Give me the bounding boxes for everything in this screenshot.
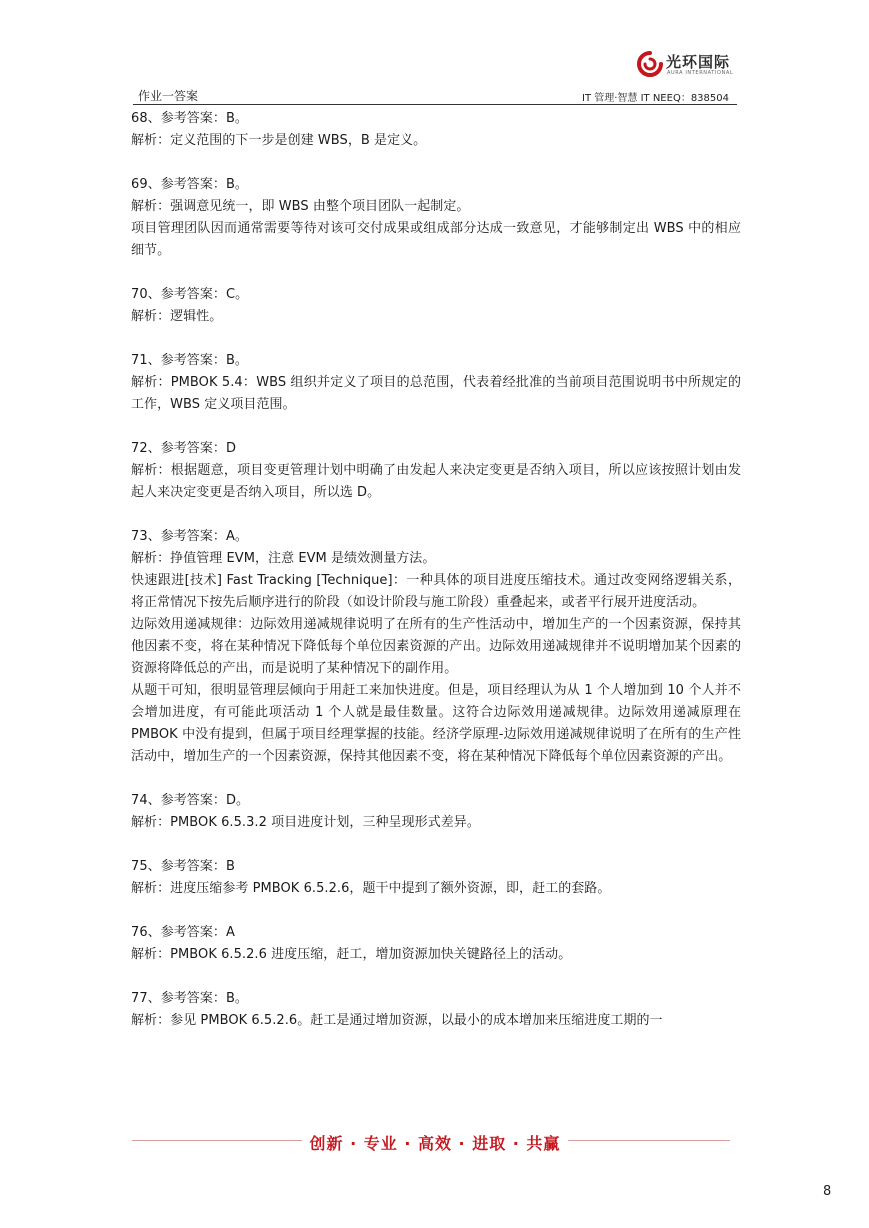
answer-block — [131, 108, 741, 152]
answer-heading: 73、参考答案：A。 — [131, 529, 248, 544]
block-spacer — [131, 328, 741, 350]
answer-block — [131, 856, 741, 900]
answer-block — [131, 988, 741, 1032]
footer-divider-right — [568, 1140, 730, 1141]
page-number: 8 — [823, 1184, 832, 1199]
answer-block — [131, 922, 741, 966]
footer-slogan: 创新 · 专业 · 高效 · 进取 · 共赢 — [309, 1134, 561, 1153]
answer-explanation: 解析：进度压缩参考 PMBOK 6.5.2.6，题干中提到了额外资源，即，赶工的套路。 — [131, 881, 611, 896]
block-spacer — [131, 262, 741, 284]
answer-explanation: 解析：挣值管理 EVM，注意 EVM 是绩效测量方法。 — [131, 551, 436, 566]
answer-block — [131, 174, 741, 262]
answer-heading: 74、参考答案：D。 — [131, 793, 250, 808]
company-info: IT 管理·智慧 IT NEEQ：838504 — [582, 93, 729, 104]
answer-heading: 69、参考答案：B。 — [131, 177, 248, 192]
answer-block — [131, 790, 741, 834]
answer-explanation: 项目管理团队因而通常需要等待对该可交付成果或组成部分达成一致意见，才能够制定出 WBS 中的相应细节。 — [131, 221, 741, 258]
document-title: 作业一答案 — [138, 89, 199, 103]
logo-text: 光环国际 — [666, 53, 731, 71]
block-spacer — [131, 768, 741, 790]
answer-block — [131, 284, 741, 328]
answer-heading: 68、参考答案：B。 — [131, 111, 248, 126]
footer-divider-left — [132, 1140, 302, 1141]
answer-explanation: 从题干可知，很明显管理层倾向于用赶工来加快进度。但是，项目经理认为从 1 个人增加到 10 个人并不会增加进度，有可能此项活动 1 个人就是最佳数量。这符合边际效用递减规律。边际效用递减原理在 PMBOK 中没有提到，但属于项目经理掌握的技能。经济学原理-边际效用递减规律说明了在所有的生产性活动中，增加生产的一个因素资源，保持其他因素不变，将在某种情况下降低每个单位因素资源的产出。 — [131, 683, 741, 764]
company-logo — [636, 50, 736, 78]
block-spacer — [131, 966, 741, 988]
answer-heading: 77、参考答案：B。 — [131, 991, 248, 1006]
answer-explanation: 解析：定义范围的下一步是创建 WBS，B 是定义。 — [131, 133, 427, 148]
block-spacer — [131, 900, 741, 922]
answer-explanation: 快速跟进[技术] Fast Tracking [Technique]：一种具体的项目进度压缩技术。通过改变网络逻辑关系，将正常情况下按先后顺序进行的阶段（如设计阶段与施工阶段）重叠起来，或者平行展开进度活动。 — [131, 573, 741, 610]
answer-heading: 70、参考答案：C。 — [131, 287, 249, 302]
answer-heading: 75、参考答案：B — [131, 859, 235, 874]
block-spacer — [131, 504, 741, 526]
answer-explanation: 解析：PMBOK 6.5.3.2 项目进度计划，三种呈现形式差异。 — [131, 815, 480, 830]
logo-subtext: AURA INTERNATIONAL — [667, 70, 734, 76]
block-spacer — [131, 834, 741, 856]
answer-block — [131, 526, 741, 768]
block-spacer — [131, 152, 741, 174]
answer-explanation: 边际效用递减规律：边际效用递减规律说明了在所有的生产性活动中，增加生产的一个因素资源，保持其他因素不变，将在某种情况下降低每个单位因素资源的产出。边际效用递减规律并不说明增加某个因素的资源将降低总的产出，而是说明了某种情况下的副作用。 — [131, 617, 741, 676]
answer-block — [131, 438, 741, 504]
answer-explanation: 解析：逻辑性。 — [131, 309, 223, 324]
answer-list — [131, 108, 741, 1032]
answer-explanation: 解析：PMBOK 5.4：WBS 组织并定义了项目的总范围，代表着经批准的当前项目范围说明书中所规定的工作，WBS 定义项目范围。 — [131, 375, 741, 412]
answer-heading: 72、参考答案：D — [131, 441, 237, 456]
logo-swirl-icon — [636, 50, 664, 78]
header-divider — [133, 104, 737, 105]
answer-explanation: 解析：PMBOK 6.5.2.6 进度压缩，赶工，增加资源加快关键路径上的活动。 — [131, 947, 572, 962]
answer-explanation: 解析：参见 PMBOK 6.5.2.6。赶工是通过增加资源，以最小的成本增加来压缩进度工期的一 — [131, 1013, 663, 1028]
answer-block — [131, 350, 741, 416]
block-spacer — [131, 416, 741, 438]
answer-heading: 71、参考答案：B。 — [131, 353, 248, 368]
answer-heading: 76、参考答案：A — [131, 925, 235, 940]
answer-explanation: 解析：根据题意，项目变更管理计划中明确了由发起人来决定变更是否纳入项目，所以应该按照计划由发起人来决定变更是否纳入项目，所以选 D。 — [131, 463, 741, 500]
answer-explanation: 解析：强调意见统一，即 WBS 由整个项目团队一起制定。 — [131, 199, 470, 214]
